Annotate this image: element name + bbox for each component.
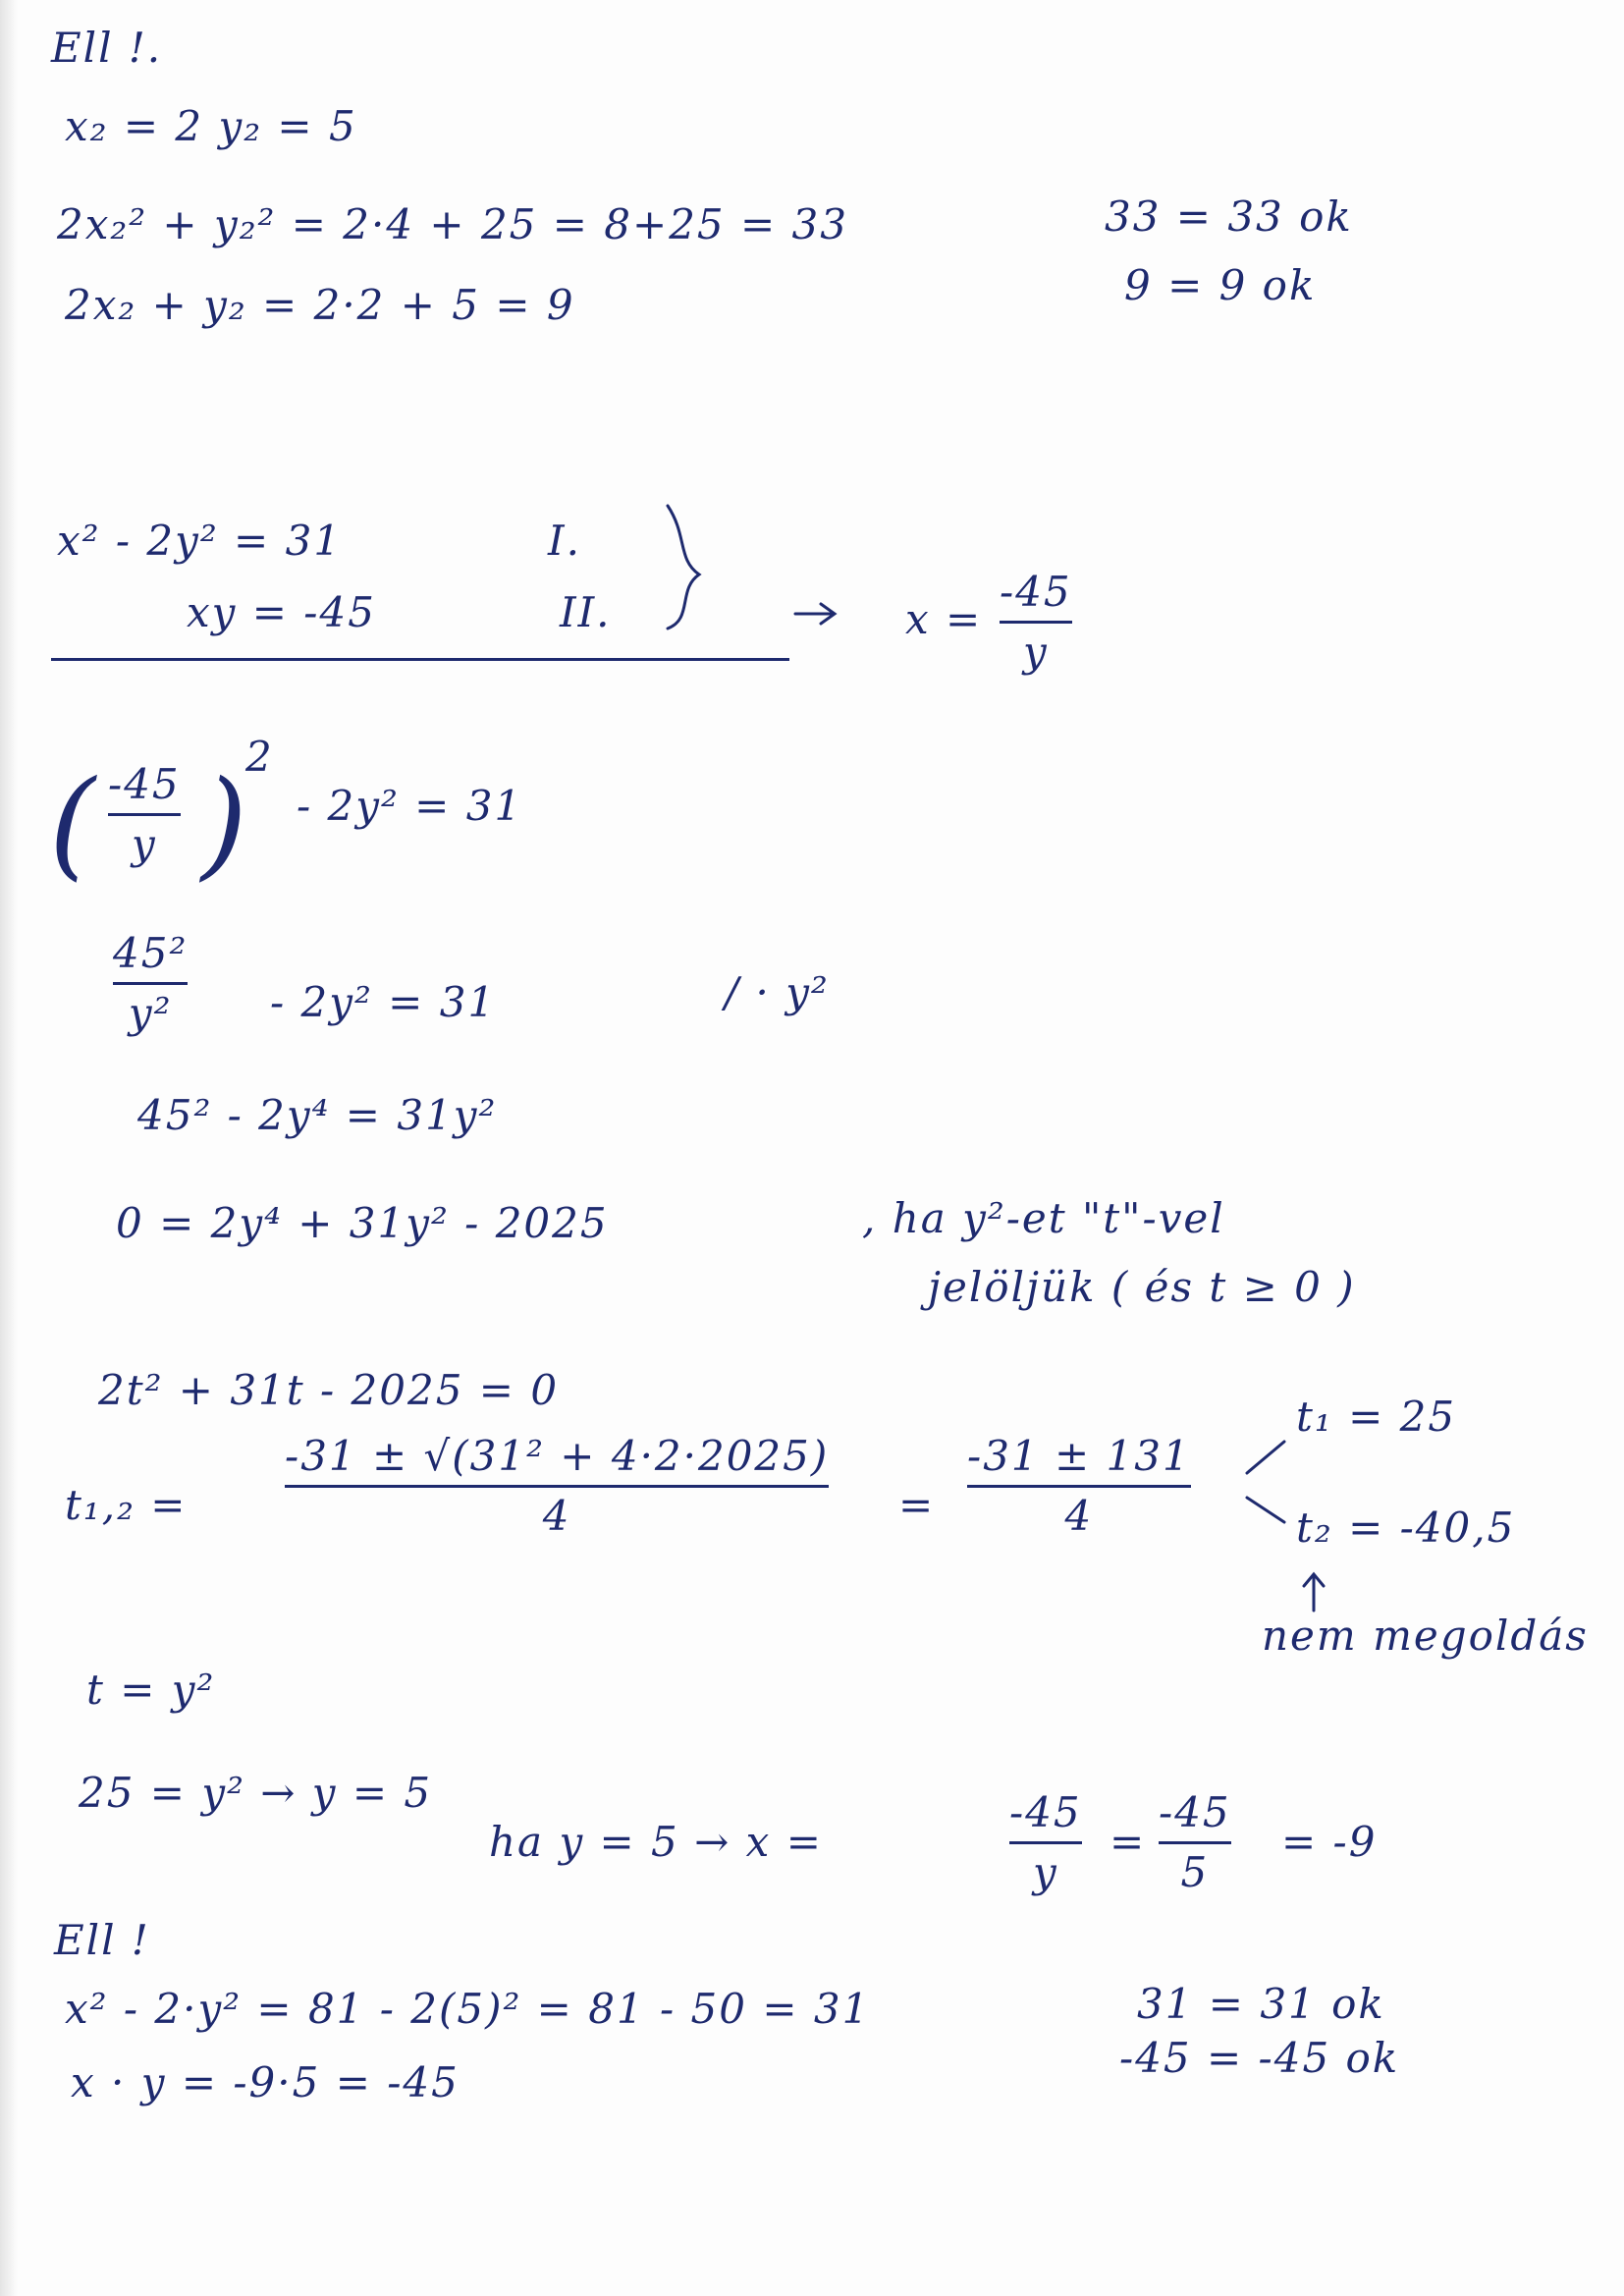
quadratic-denominator: 4: [542, 1492, 571, 1540]
x-expression-numerator: -45: [1000, 568, 1072, 616]
quadratic-numerator: -31 ± √(31² + 4·2·2025): [285, 1432, 830, 1480]
equals-sign: =: [898, 1481, 936, 1529]
step1-rest: - 2y² = 31: [297, 782, 523, 830]
simplified-denominator: 4: [1064, 1492, 1094, 1540]
step2-rest: - 2y² = 31: [270, 978, 497, 1026]
step4-note: , ha y²-et "t"-vel: [862, 1194, 1225, 1242]
check2-header: Ell !: [54, 1916, 150, 1964]
solution-fraction2-numerator: -45: [1159, 1788, 1231, 1836]
step2-denominator: y²: [128, 989, 173, 1037]
system-eq1-tag: I.: [548, 517, 581, 565]
branch-down-line: [1247, 1498, 1284, 1522]
solution-fraction1-denominator: y: [1032, 1848, 1058, 1896]
step2-numerator: 45²: [113, 929, 189, 977]
system-eq2: xy = -45: [187, 588, 376, 636]
equals-sign: =: [1110, 1818, 1147, 1866]
solution-fraction1-numerator: -45: [1009, 1788, 1082, 1836]
solution-fraction2-denominator: 5: [1180, 1848, 1210, 1896]
x-expression-prefix: x =: [905, 595, 983, 643]
step1-denominator: y: [131, 820, 157, 868]
check2-result2: -45 = -45 ok: [1119, 2034, 1400, 2082]
step3: 45² - 2y⁴ = 31y²: [137, 1091, 498, 1139]
close-paren: ): [201, 756, 249, 893]
open-paren: (: [49, 756, 97, 893]
check2-eq1: x² - 2·y² = 81 - 2(5)² = 81 - 50 = 31: [65, 1985, 871, 2033]
check1-eq1: 2x₂² + y₂² = 2·4 + 25 = 8+25 = 33: [57, 200, 848, 248]
check2-eq2: x · y = -9·5 = -45: [71, 2058, 460, 2106]
quadratic-equation: 2t² + 31t - 2025 = 0: [98, 1366, 560, 1414]
simplified-numerator: -31 ± 131: [967, 1432, 1191, 1480]
system-eq2-tag: II.: [560, 588, 612, 636]
system-eq1: x² - 2y² = 31: [57, 517, 343, 565]
check1-header: Ell !.: [51, 24, 163, 72]
step4-note2: jelöljük ( és t ≥ 0 ): [928, 1263, 1356, 1311]
substitution: t = y²: [86, 1666, 216, 1714]
branch-up-line: [1247, 1442, 1284, 1473]
solution-step1: 25 = y² → y = 5: [79, 1769, 433, 1817]
curly-brace: [668, 506, 699, 629]
check1-result1: 33 = 33 ok: [1105, 192, 1353, 241]
t2-note: nem megoldás: [1262, 1612, 1589, 1660]
step1-exponent: 2: [245, 733, 274, 781]
quadratic-label: t₁,₂ =: [65, 1481, 188, 1529]
step1-numerator: -45: [108, 760, 181, 808]
solution-result: = -9: [1281, 1818, 1378, 1866]
check1-values: x₂ = 2 y₂ = 5: [65, 102, 357, 150]
solution-step2: ha y = 5 → x =: [489, 1818, 823, 1866]
check2-result1: 31 = 31 ok: [1137, 1980, 1385, 2028]
check1-result2: 9 = 9 ok: [1124, 261, 1317, 309]
t1-root: t₁ = 25: [1296, 1393, 1457, 1441]
step2-note: / · y²: [725, 968, 830, 1016]
x-expression-denominator: y: [1022, 628, 1049, 676]
step4: 0 = 2y⁴ + 31y² - 2025: [116, 1199, 609, 1247]
check1-eq2: 2x₂ + y₂ = 2·2 + 5 = 9: [65, 281, 575, 329]
t2-root: t₂ = -40,5: [1296, 1503, 1516, 1552]
